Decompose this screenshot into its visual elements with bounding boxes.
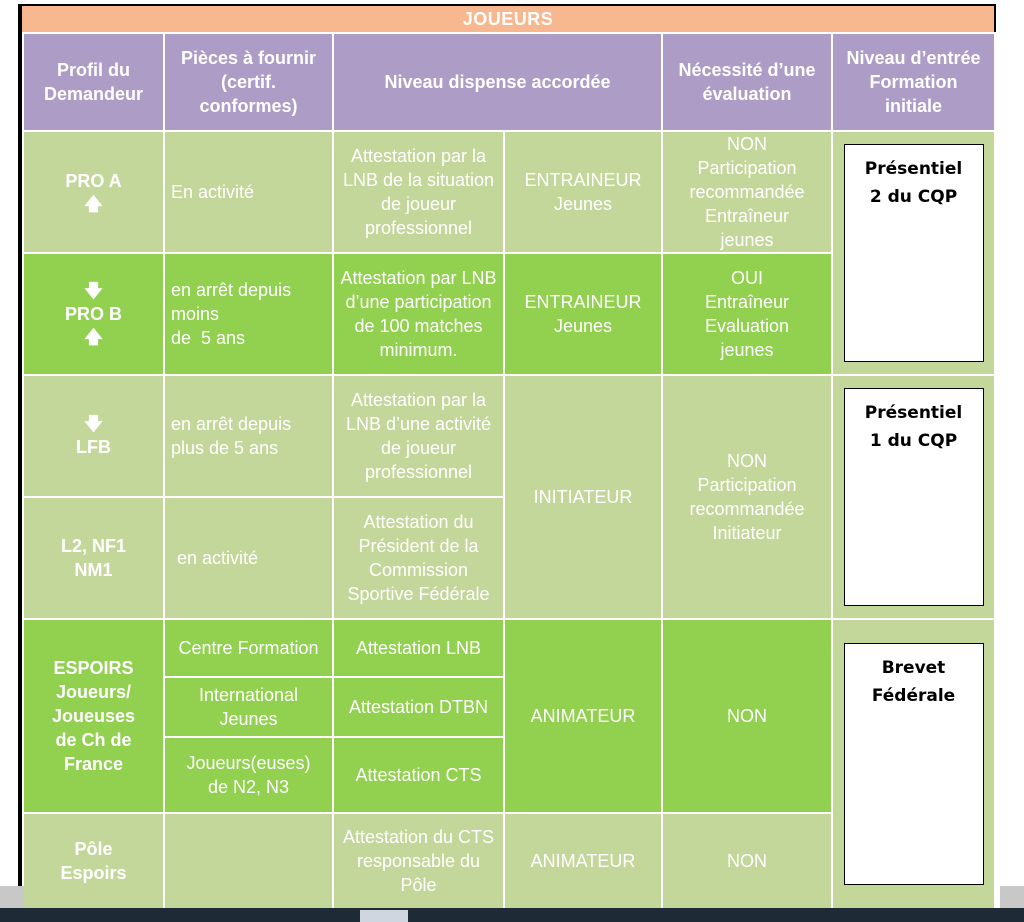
evaluation-line: Entraîneur: [704, 292, 790, 312]
pieces-line: de N2, N3: [207, 777, 290, 797]
level-line: Présentiel: [864, 159, 963, 179]
level-cell: [832, 619, 995, 909]
header-profil: Profil du Demandeur: [23, 33, 164, 131]
profil-cell: [23, 619, 164, 813]
niveau-cell: ENTRAINEUR Jeunes: [504, 131, 662, 253]
pieces-line: plus de 5 ans: [171, 438, 279, 458]
scroll-edge-left: [0, 886, 24, 908]
table-row: [23, 619, 995, 677]
pieces-cell: Centre Formation: [164, 619, 333, 677]
niveau-cell: ANIMATEUR: [504, 813, 662, 909]
evaluation-cell: [662, 253, 832, 375]
pieces-cell: [164, 375, 333, 497]
profil-line: NM1: [74, 560, 113, 580]
evaluation-cell: NON: [662, 619, 832, 813]
arrow-down-icon: 🡇: [84, 414, 103, 434]
attestation-cell: Attestation par LNB d’une participation de 100 matches minimum.: [333, 253, 504, 375]
pieces-cell: International Jeunes: [164, 677, 333, 737]
evaluation-line: OUI: [731, 268, 764, 288]
pieces-line: de 5 ans: [171, 328, 246, 348]
evaluation-line: Initiateur: [712, 523, 782, 543]
header-evaluation: Nécessité d’une évaluation: [662, 33, 832, 131]
profil-cell: [23, 375, 164, 497]
evaluation-cell: [662, 375, 832, 619]
profil-cell: [23, 253, 164, 375]
evaluation-line: Evaluation: [704, 316, 790, 336]
profil-cell: [23, 813, 164, 909]
profil-line: ESPOIRS: [53, 658, 134, 678]
attestation-cell: Attestation par la LNB de la situation de joueur professionnel: [333, 131, 504, 253]
header-row: [23, 33, 995, 131]
niveau-cell: INITIATEUR: [504, 375, 662, 619]
profil-line: Joueurs/: [55, 682, 132, 702]
header-niveau-entree: Niveau d’entrée Formation initiale: [832, 33, 995, 131]
level-box: [844, 144, 984, 362]
niveau-cell: ENTRAINEUR Jeunes: [504, 253, 662, 375]
profil-line: France: [63, 754, 124, 774]
players-table: [22, 32, 996, 910]
level-line: Fédérale: [871, 686, 956, 706]
header-niveau-dispense: Niveau dispense accordée: [333, 33, 662, 131]
evaluation-cell: NON: [662, 813, 832, 909]
level-line: 1 du CQP: [869, 431, 958, 451]
profil-cell: [23, 131, 164, 253]
pieces-cell: en activité: [164, 497, 333, 619]
evaluation-line: NON: [727, 451, 768, 471]
taskbar: [0, 908, 1024, 922]
evaluation-line: Participation: [697, 158, 797, 178]
attestation-cell: Attestation par la LNB d’une activité de joueur professionnel: [333, 375, 504, 497]
profil-label: PRO B: [64, 304, 122, 324]
profil-line: L2, NF1: [60, 536, 126, 556]
pieces-line: Joueurs(euses): [186, 753, 311, 773]
evaluation-cell: [662, 131, 832, 253]
profil-label: PRO A: [65, 171, 122, 191]
profil-line: Espoirs: [60, 863, 127, 883]
profil-line: Joueuses: [51, 706, 136, 726]
pieces-line: moins: [171, 304, 220, 324]
level-cell: [832, 131, 995, 375]
level-cell: [832, 375, 995, 619]
attestation-cell: Attestation du CTS responsable du Pôle: [333, 813, 504, 909]
table-title: JOUEURS: [22, 6, 994, 32]
pieces-cell: [164, 737, 333, 813]
arrow-up-icon: 🡅: [84, 194, 103, 214]
evaluation-line: Participation: [697, 475, 797, 495]
evaluation-line: NON: [727, 134, 768, 154]
profil-line: Pôle: [74, 839, 113, 859]
profil-line: de Ch de: [55, 730, 132, 750]
arrow-up-icon: 🡅: [84, 327, 103, 347]
profil-label: LFB: [76, 437, 111, 457]
level-line: 2 du CQP: [869, 187, 958, 207]
level-line: Présentiel: [864, 403, 963, 423]
pieces-line: en arrêt depuis: [171, 280, 292, 300]
evaluation-line: jeunes: [720, 230, 774, 250]
scroll-edge-right: [1000, 886, 1024, 908]
taskbar-tab[interactable]: [360, 910, 408, 922]
niveau-cell: ANIMATEUR: [504, 619, 662, 813]
attestation-cell: Attestation LNB: [333, 619, 504, 677]
attestation-cell: Attestation du Président de la Commission Sportive Fédérale: [333, 497, 504, 619]
level-box: [844, 643, 984, 885]
evaluation-line: jeunes: [720, 340, 774, 360]
pieces-line: en arrêt depuis: [171, 414, 292, 434]
level-line: Brevet: [881, 658, 946, 678]
pieces-cell: [164, 813, 333, 909]
level-box: [844, 388, 984, 606]
header-pieces: Pièces à fournir (certif. conformes): [164, 33, 333, 131]
evaluation-line: recommandée: [689, 182, 805, 202]
arrow-down-icon: 🡇: [84, 281, 103, 301]
table-row: [23, 131, 995, 253]
table-row: [23, 375, 995, 497]
pieces-cell: En activité: [164, 131, 333, 253]
evaluation-line: recommandée: [689, 499, 805, 519]
attestation-cell: Attestation CTS: [333, 737, 504, 813]
profil-cell: [23, 497, 164, 619]
pieces-cell: [164, 253, 333, 375]
attestation-cell: Attestation DTBN: [333, 677, 504, 737]
evaluation-line: Entraîneur: [704, 206, 790, 226]
